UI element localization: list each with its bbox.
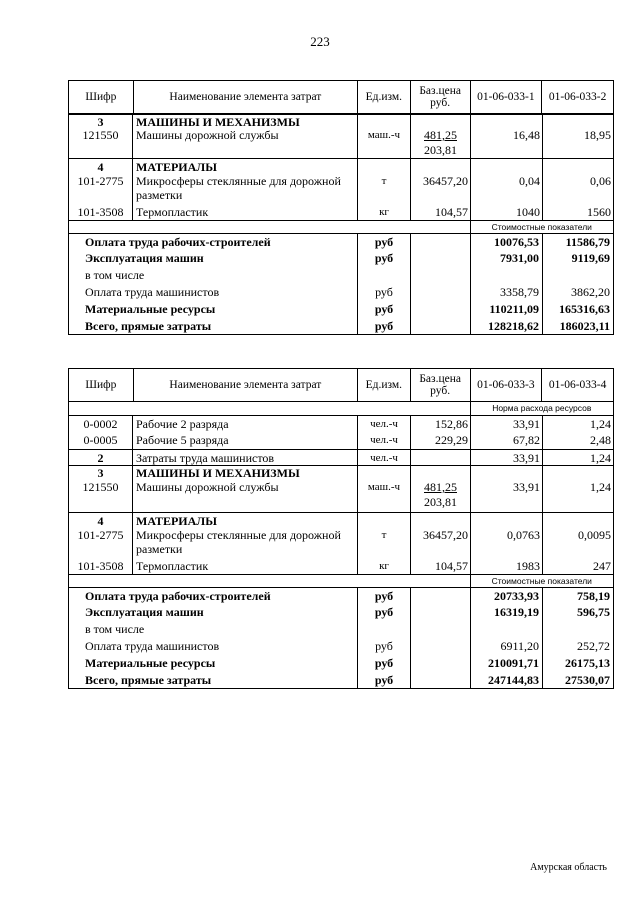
summary-value-2: 27530,07: [542, 672, 614, 688]
table-header: [68, 368, 614, 402]
summary-unit: руб: [357, 638, 410, 655]
summary-row: [68, 604, 614, 621]
section-row-labor-machinists: [68, 449, 614, 465]
summary-value-2: 252,72: [542, 638, 614, 655]
summary-row: [68, 638, 614, 655]
header-norm-1: 01-06-033-1: [470, 81, 542, 113]
summary-value-1: 247144,83: [470, 672, 542, 688]
summary-value-1: 210091,71: [470, 655, 542, 672]
summary-label: в том числе: [68, 621, 357, 638]
row-code: 101-3508: [68, 204, 132, 220]
price-base: 481,25: [424, 128, 457, 142]
row-unit: маш.-ч: [357, 128, 410, 158]
table-row: [68, 415, 614, 432]
summary-row: [68, 233, 614, 250]
summary-value-2: [542, 267, 614, 284]
summary-label: Эксплуатация машин: [68, 250, 357, 267]
summary-unit: руб: [357, 318, 410, 334]
summary-banner: [68, 220, 614, 233]
row-value-1: 33,91: [470, 480, 542, 512]
header-unit: Ед.изм.: [357, 369, 410, 401]
summary-unit: руб: [357, 301, 410, 318]
summary-row: [68, 587, 614, 604]
summary-value-1: 10076,53: [470, 234, 542, 250]
row-value-2: 0,06: [542, 174, 614, 204]
row-price: 36457,20: [410, 174, 470, 204]
row-price: 229,29: [410, 432, 470, 449]
table-row: [68, 174, 614, 204]
row-price: 104,57: [410, 558, 470, 574]
table-row: [68, 128, 614, 158]
summary-label: Всего, прямые затраты: [68, 672, 357, 688]
summary-value-2: 186023,11: [542, 318, 614, 334]
row-price: [410, 480, 470, 512]
row-unit: маш.-ч: [357, 480, 410, 512]
row-name: Термопластик: [132, 558, 357, 574]
summary-value-1: 7931,00: [470, 250, 542, 267]
table-row: [68, 528, 614, 558]
row-value-1: 33,91: [470, 450, 542, 465]
section-title: МАШИНЫ И МЕХАНИЗМЫ: [132, 466, 357, 480]
row-unit: кг: [357, 558, 410, 574]
row-price: [410, 128, 470, 158]
summary-row: [68, 655, 614, 672]
summary-value-1: 3358,79: [470, 284, 542, 301]
header-name: Наименование элемента затрат: [133, 81, 357, 113]
row-name: Рабочие 2 разряда: [132, 416, 357, 432]
summary-value-2: [542, 621, 614, 638]
section-code: 4: [68, 513, 132, 528]
row-unit: т: [357, 528, 410, 558]
summary-unit: руб: [357, 234, 410, 250]
page-number: 223: [310, 34, 330, 49]
header-code: Шифр: [85, 379, 117, 391]
header-norm-1: 01-06-033-3: [470, 369, 542, 401]
section-row-materials: [68, 158, 614, 174]
row-name: Микросферы стеклянные для дорожной разметки: [132, 174, 357, 204]
summary-value-1: 16319,19: [470, 604, 542, 621]
summary-value-1: [470, 621, 542, 638]
row-code: 121550: [68, 128, 132, 158]
summary-row: [68, 672, 614, 689]
row-value-1: 1983: [470, 558, 542, 574]
summary-value-2: 165316,63: [542, 301, 614, 318]
summary-row: [68, 267, 614, 284]
region-footer: Амурская область: [530, 862, 607, 873]
summary-value-2: 26175,13: [542, 655, 614, 672]
summary-title: Стоимостные показатели: [470, 575, 613, 587]
row-name: Термопластик: [132, 204, 357, 220]
summary-row: [68, 621, 614, 638]
summary-value-2: 11586,79: [542, 234, 614, 250]
summary-label: Оплата труда машинистов: [68, 638, 357, 655]
row-value-1: 16,48: [470, 128, 542, 158]
row-value-1: 0,0763: [470, 528, 542, 558]
row-value-1: 33,91: [470, 416, 542, 432]
summary-value-2: 758,19: [542, 588, 614, 604]
summary-unit: руб: [357, 672, 410, 688]
summary-label: Материальные ресурсы: [68, 301, 357, 318]
summary-value-1: 20733,93: [470, 588, 542, 604]
summary-unit: руб: [357, 284, 410, 301]
section-title: МАТЕРИАЛЫ: [132, 159, 357, 174]
summary-value-2: 3862,20: [542, 284, 614, 301]
row-code: 101-3508: [68, 558, 132, 574]
table-row: [68, 558, 614, 574]
row-value-2: 18,95: [542, 128, 614, 158]
summary-value-1: 110211,09: [470, 301, 542, 318]
cost-table-2: [68, 368, 614, 689]
norm-title: Норма расхода ресурсов: [470, 402, 613, 415]
price-base: 481,25: [424, 480, 457, 494]
row-value-2: 1,24: [542, 480, 614, 512]
summary-unit: [357, 621, 410, 638]
summary-row: [68, 301, 614, 318]
summary-title: Стоимостные показатели: [470, 221, 613, 233]
section-code: 3: [68, 466, 132, 480]
summary-unit: руб: [357, 588, 410, 604]
header-norm-2: 01-06-033-4: [541, 369, 613, 401]
section-row-machines: [68, 465, 614, 480]
summary-label: Материальные ресурсы: [68, 655, 357, 672]
summary-row: [68, 318, 614, 335]
section-code: 2: [68, 450, 132, 465]
price-labor: 203,81: [424, 143, 457, 157]
header-code: Шифр: [85, 91, 117, 103]
summary-value-2: 9119,69: [542, 250, 614, 267]
row-value-2: 0,0095: [542, 528, 614, 558]
price-labor: 203,81: [424, 495, 457, 509]
row-value-1: 0,04: [470, 174, 542, 204]
row-unit: кг: [357, 204, 410, 220]
row-value-2: 1,24: [542, 450, 614, 465]
summary-value-1: 6911,20: [470, 638, 542, 655]
section-title: МАТЕРИАЛЫ: [132, 513, 357, 528]
summary-value-1: [470, 267, 542, 284]
row-value-2: 1560: [542, 204, 614, 220]
row-value-1: 67,82: [470, 432, 542, 449]
row-code: 121550: [68, 480, 132, 512]
row-price: 152,86: [410, 416, 470, 432]
summary-label: Оплата труда рабочих-строителей: [68, 588, 357, 604]
table-row: [68, 204, 614, 220]
summary-unit: руб: [357, 250, 410, 267]
row-unit: т: [357, 174, 410, 204]
summary-value-2: 596,75: [542, 604, 614, 621]
row-value-2: 2,48: [542, 432, 614, 449]
table-row: [68, 480, 614, 512]
header-unit: Ед.изм.: [357, 81, 410, 113]
row-name: Микросферы стеклянные для дорожной разметки: [132, 528, 357, 558]
norm-banner: [68, 402, 614, 415]
row-value-2: 247: [542, 558, 614, 574]
row-name: Рабочие 5 разряда: [132, 432, 357, 449]
section-code: 4: [68, 159, 132, 174]
section-title: МАШИНЫ И МЕХАНИЗМЫ: [132, 115, 357, 128]
row-code: 101-2775: [68, 174, 132, 204]
summary-unit: руб: [357, 655, 410, 672]
summary-label: Всего, прямые затраты: [68, 318, 357, 334]
row-value-1: 1040: [470, 204, 542, 220]
row-unit: чел.-ч: [357, 450, 410, 465]
table-row: [68, 432, 614, 449]
cost-table-1: [68, 80, 614, 335]
row-name: Машины дорожной службы: [132, 128, 357, 158]
row-price: 36457,20: [410, 528, 470, 558]
header-price: Баз.цена руб.: [410, 369, 470, 401]
header-price: Баз.цена руб.: [410, 81, 470, 113]
summary-value-1: 128218,62: [470, 318, 542, 334]
section-code: 3: [68, 115, 132, 128]
section-row-materials: [68, 512, 614, 528]
summary-label: в том числе: [68, 267, 357, 284]
section-title: Затраты труда машинистов: [132, 450, 357, 465]
row-value-2: 1,24: [542, 416, 614, 432]
summary-unit: [357, 267, 410, 284]
summary-label: Оплата труда рабочих-строителей: [68, 234, 357, 250]
summary-unit: руб: [357, 604, 410, 621]
row-name: Машины дорожной службы: [132, 480, 357, 512]
table-header: [68, 80, 614, 114]
row-unit: чел.-ч: [357, 432, 410, 449]
summary-row: [68, 284, 614, 301]
row-unit: чел.-ч: [357, 416, 410, 432]
summary-label: Эксплуатация машин: [68, 604, 357, 621]
summary-banner: [68, 574, 614, 587]
header-norm-2: 01-06-033-2: [541, 81, 613, 113]
row-code: 0-0002: [68, 416, 132, 432]
row-code: 0-0005: [68, 432, 132, 449]
section-row-machines: [68, 114, 614, 128]
summary-label: Оплата труда машинистов: [68, 284, 357, 301]
header-name: Наименование элемента затрат: [133, 369, 357, 401]
row-code: 101-2775: [68, 528, 132, 558]
row-price: 104,57: [410, 204, 470, 220]
summary-row: [68, 250, 614, 267]
